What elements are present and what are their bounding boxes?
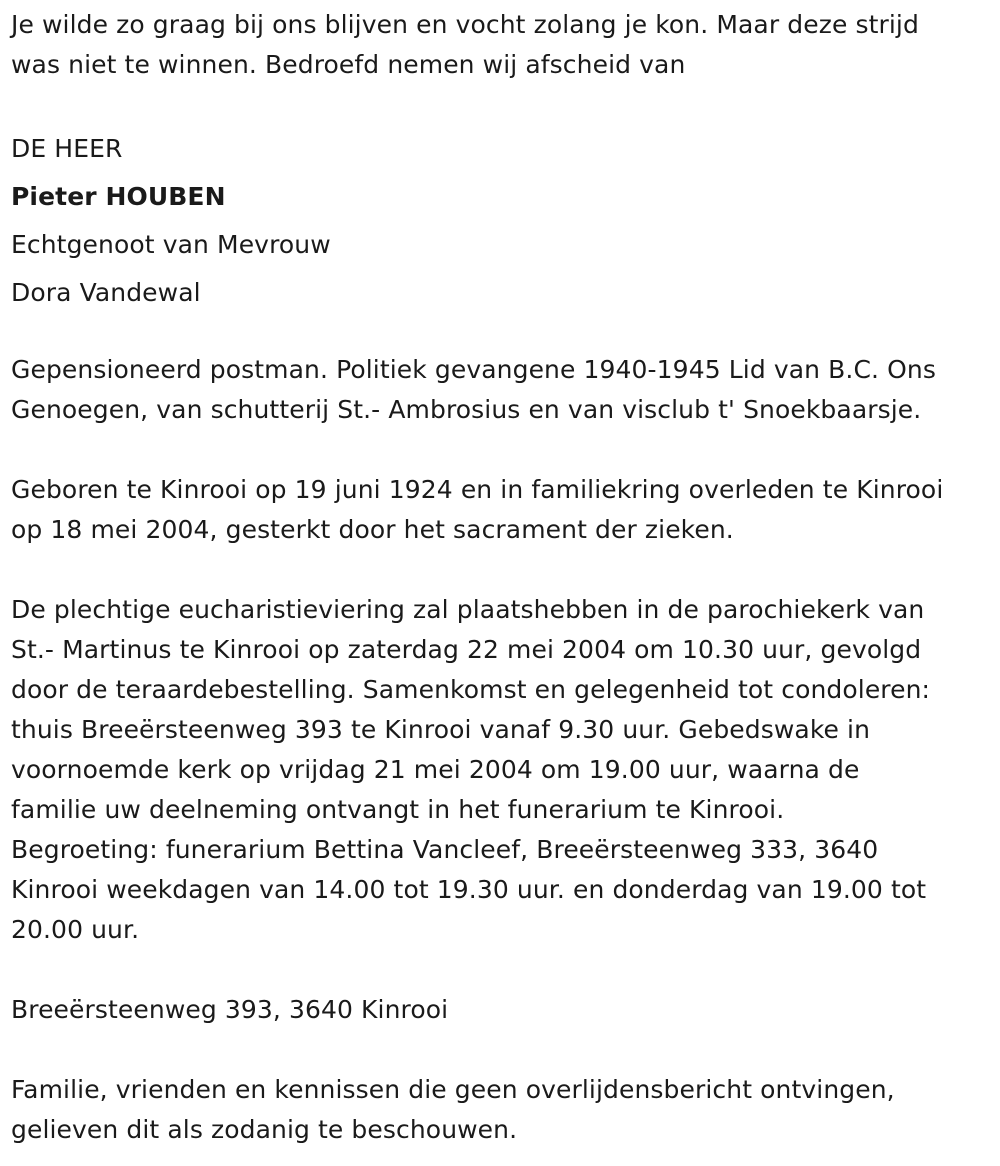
intro-line: was niet te winnen. Bedroefd nemen wij afscheid van <box>11 50 686 79</box>
bio-line: Gepensioneerd postman. Politiek gevangene 1940-1945 Lid van B.C. Ons <box>11 355 936 384</box>
service-line: De plechtige eucharistieviering zal plaatshebben in de parochiekerk van <box>11 595 925 624</box>
home-address: Breeërsteenweg 393, 3640 Kinrooi <box>11 995 449 1024</box>
service-line: Kinrooi weekdagen van 14.00 tot 19.30 uur. en donderdag van 19.00 tot <box>11 875 927 904</box>
closing-line: Familie, vrienden en kennissen die geen overlijdensbericht ontvingen, <box>11 1075 895 1104</box>
address-paragraph <box>11 990 991 1030</box>
birth-line: Geboren te Kinrooi op 19 juni 1924 en in familiekring overleden te Kinrooi <box>11 475 944 504</box>
service-line: St.- Martinus te Kinrooi op zaterdag 22 mei 2004 om 10.30 uur, gevolgd <box>11 635 922 664</box>
birth-death-paragraph <box>11 470 991 550</box>
closing-paragraph <box>11 1070 991 1150</box>
service-line: Begroeting: funerarium Bettina Vancleef, Breeërsteenweg 333, 3640 <box>11 835 879 864</box>
deceased-header <box>11 125 991 317</box>
spouse-name: Dora Vandewal <box>11 278 201 307</box>
funeral-notice <box>11 5 991 1150</box>
birth-line: op 18 mei 2004, gesterkt door het sacrament der zieken. <box>11 515 734 544</box>
honorific-title: DE HEER <box>11 134 123 163</box>
service-line: familie uw deelneming ontvangt in het funerarium te Kinrooi. <box>11 795 785 824</box>
bio-line: Genoegen, van schutterij St.- Ambrosius en van visclub t' Snoekbaarsje. <box>11 395 922 424</box>
deceased-name: Pieter HOUBEN <box>11 182 226 211</box>
spouse-line: Echtgenoot van Mevrouw <box>11 230 331 259</box>
service-line: door de teraardebestelling. Samenkomst en gelegenheid tot condoleren: <box>11 675 931 704</box>
biography-paragraph <box>11 350 991 430</box>
service-line: voornoemde kerk op vrijdag 21 mei 2004 om 19.00 uur, waarna de <box>11 755 860 784</box>
closing-line: gelieven dit als zodanig te beschouwen. <box>11 1115 518 1144</box>
service-line: 20.00 uur. <box>11 915 140 944</box>
service-line: thuis Breeërsteenweg 393 te Kinrooi vanaf 9.30 uur. Gebedswake in <box>11 715 871 744</box>
intro-line: Je wilde zo graag bij ons blijven en vocht zolang je kon. Maar deze strijd <box>11 10 919 39</box>
service-paragraph <box>11 590 991 950</box>
intro-paragraph <box>11 5 991 85</box>
